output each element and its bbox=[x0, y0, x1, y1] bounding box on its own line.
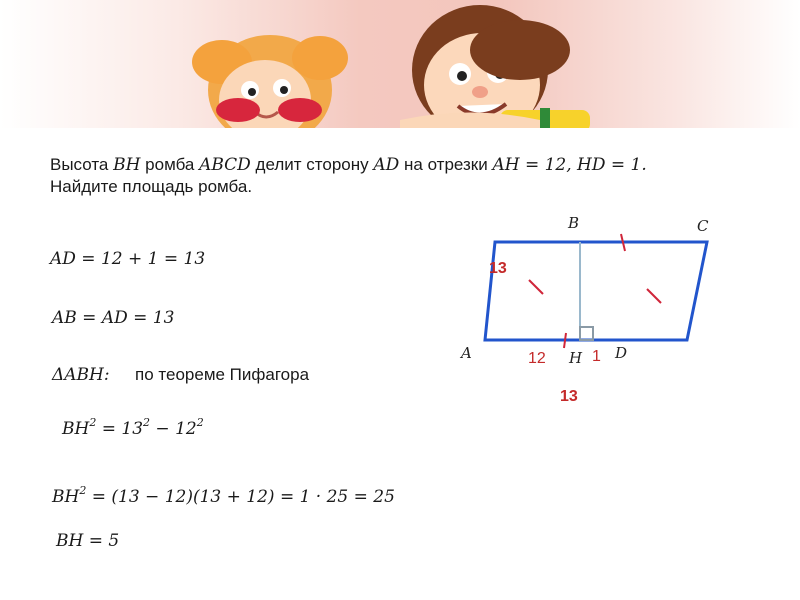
tick-mark bbox=[647, 289, 661, 303]
math-bh: BH bbox=[113, 155, 141, 175]
problem-text: делит сторону bbox=[250, 155, 374, 174]
rhombus-outline bbox=[485, 242, 707, 340]
math-abcd: ABCD bbox=[199, 155, 251, 175]
rhombus-diagram bbox=[440, 205, 740, 405]
step-pythagoras bbox=[52, 365, 309, 385]
step-difference-of-squares: $BH^2 = (13 - 12)(13 + 12) = 1 \cdot 25 = 25$ bbox=[52, 484, 395, 507]
label-a: A bbox=[461, 344, 472, 362]
step-ab: AB = AD = 13 bbox=[52, 308, 175, 328]
problem-statement bbox=[50, 154, 770, 198]
label-b: B bbox=[568, 214, 580, 232]
header-illustration bbox=[0, 0, 800, 128]
math-ad: AD bbox=[373, 155, 400, 175]
problem-text: на отрезки bbox=[399, 155, 493, 174]
step-bh-result: BH = 5 bbox=[56, 531, 120, 551]
math-segments: AH = 12, HD = 1. bbox=[492, 155, 647, 175]
problem-line-1 bbox=[50, 154, 770, 176]
value-ab: 13 bbox=[489, 260, 507, 277]
value-ah: 12 bbox=[528, 350, 546, 367]
problem-text: ромба bbox=[140, 155, 200, 174]
value-ad: 13 bbox=[560, 388, 578, 405]
right-angle-mark bbox=[580, 327, 593, 340]
tick-mark bbox=[564, 333, 566, 348]
pythagoras-text: по теореме Пифагора bbox=[135, 365, 310, 384]
label-h: H bbox=[569, 349, 583, 367]
step-bh-squared: $BH^2 = 13^2 - 12^2$ bbox=[62, 416, 204, 439]
problem-line-2: Найдите площадь ромба. bbox=[50, 177, 253, 196]
cartoon-children-image bbox=[0, 0, 800, 128]
value-hd: 1 bbox=[592, 348, 601, 365]
label-c: C bbox=[697, 217, 709, 235]
triangle-abh: ΔABH: bbox=[52, 365, 110, 385]
tick-mark bbox=[529, 280, 543, 294]
label-d: D bbox=[615, 344, 628, 362]
step-ad: AD = 12 + 1 = 13 bbox=[50, 249, 206, 269]
problem-text: Высота bbox=[50, 155, 114, 174]
